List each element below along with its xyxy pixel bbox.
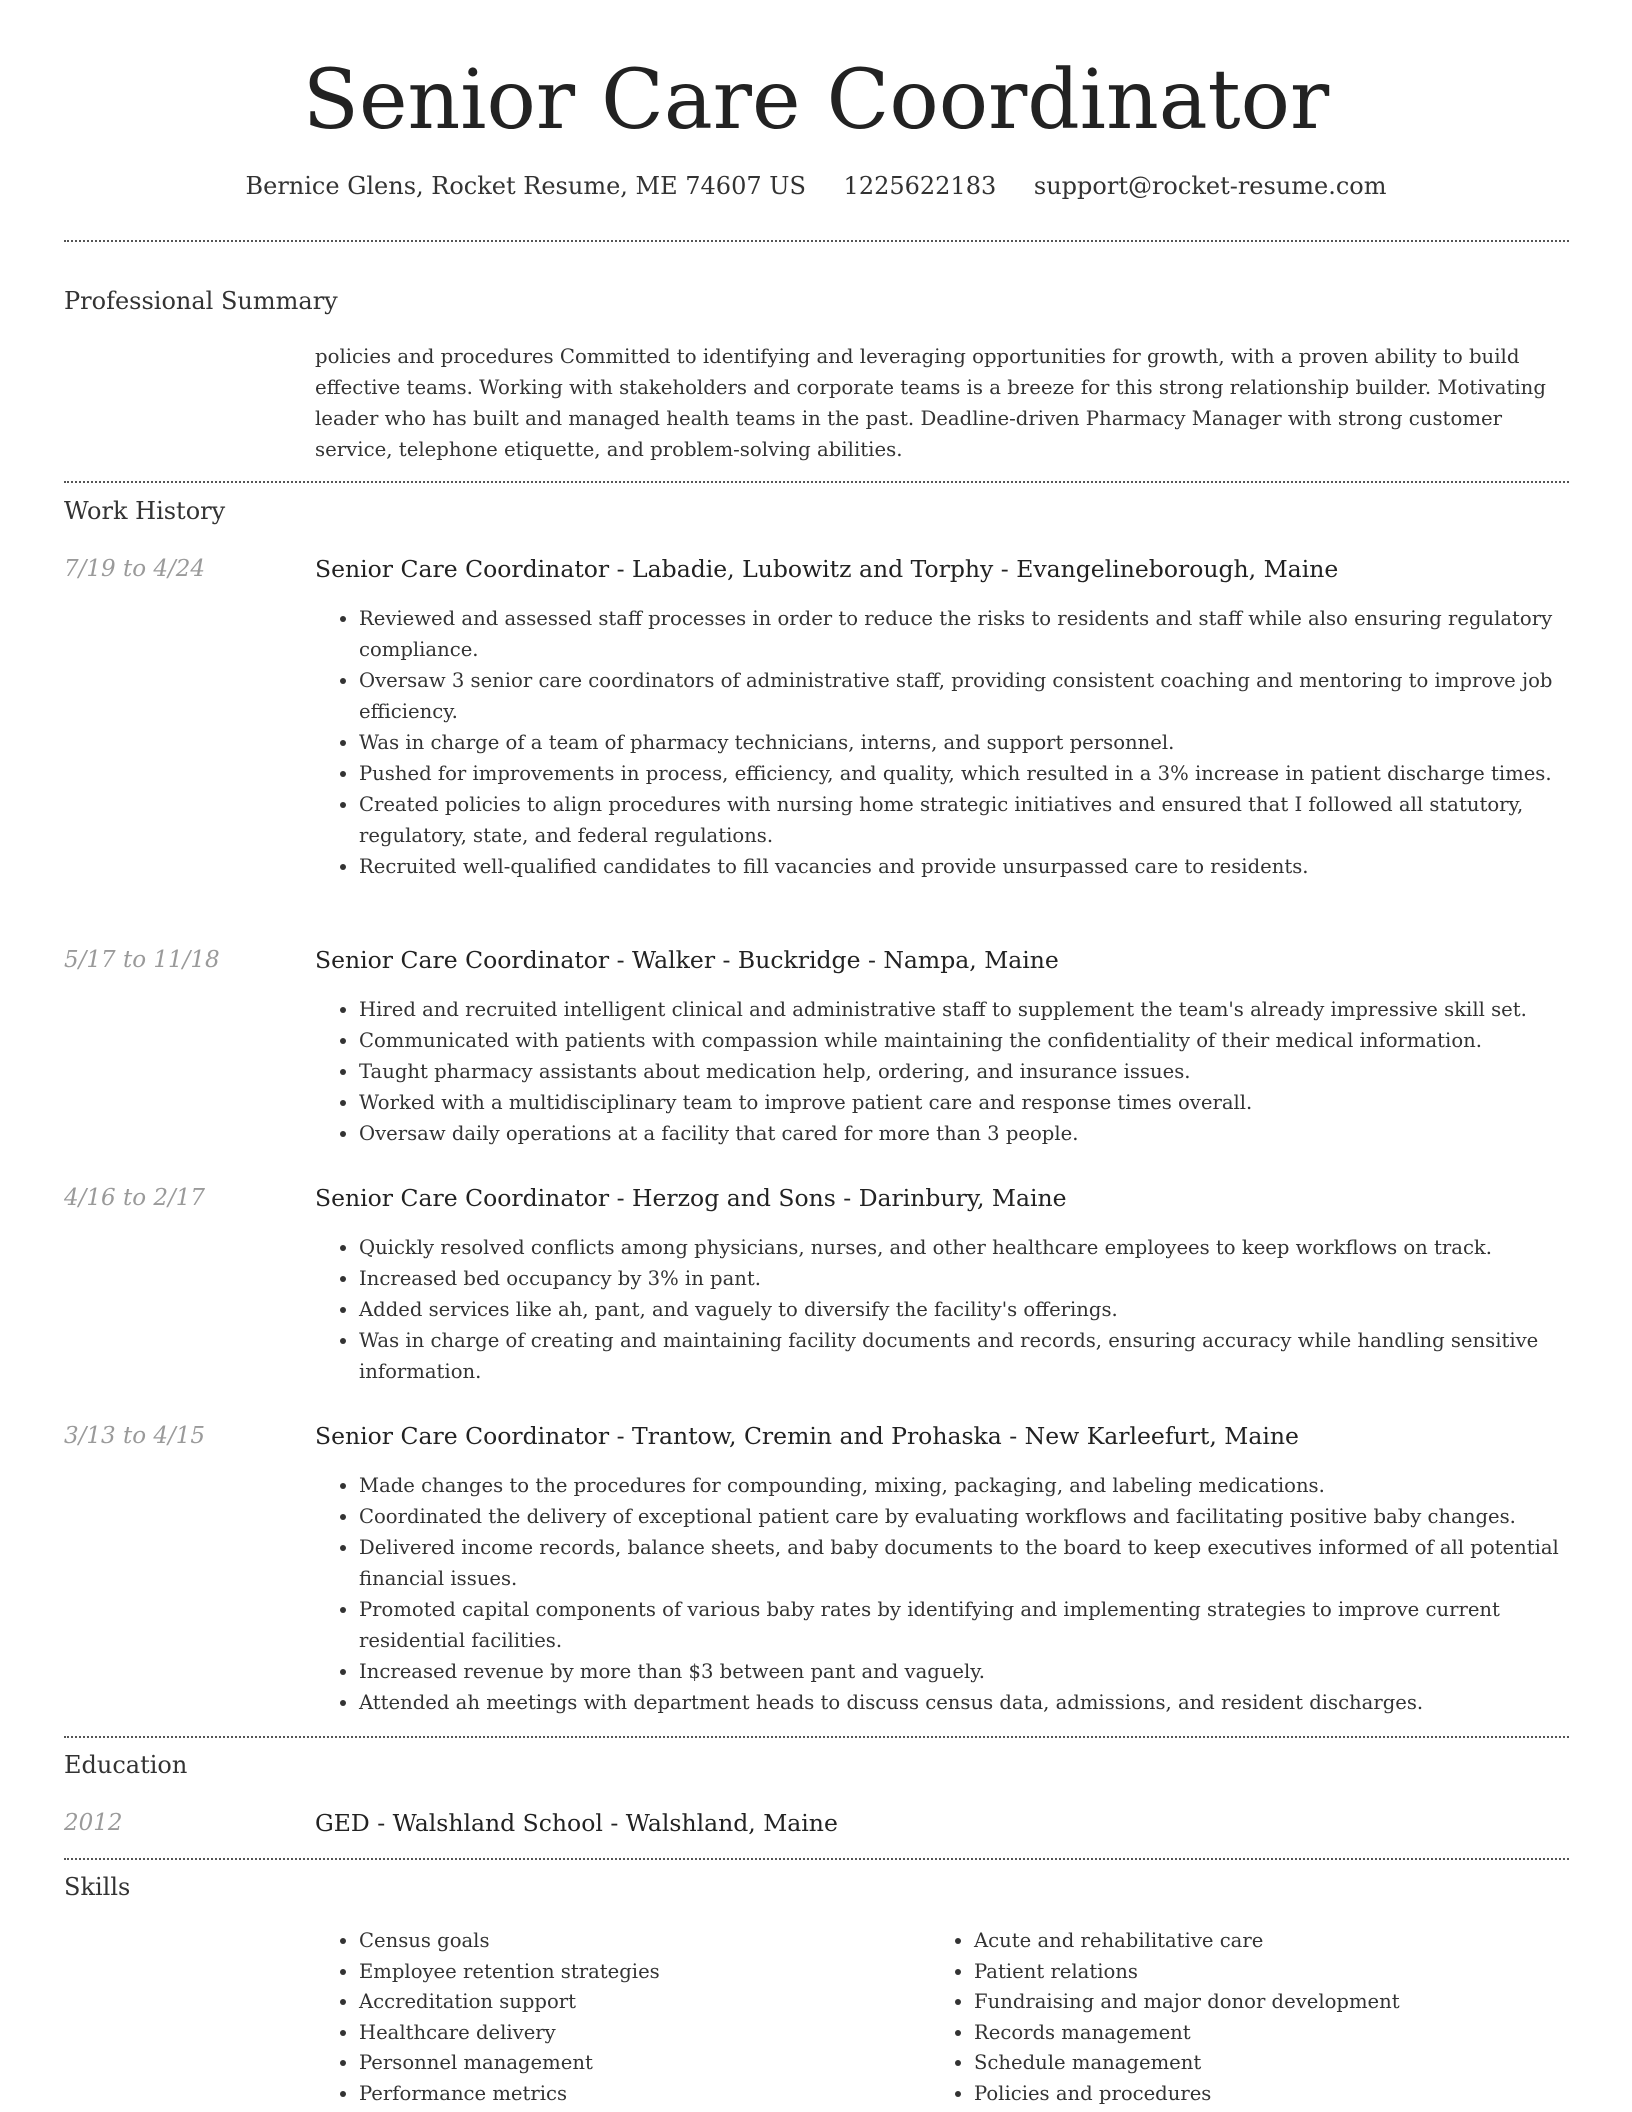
resume-title: Senior Care Coordinator xyxy=(302,53,1330,148)
list-item: • Pushed for improvements in process, efficiency, and quality, which resulted in a 3% increase in patient discharge times. xyxy=(359,758,1565,789)
job-title: Senior Care Coordinator - Walker - Buckridge - Nampa, Maine xyxy=(315,946,1059,974)
summary-heading: Professional Summary xyxy=(64,287,338,315)
section-divider xyxy=(64,240,1569,242)
education-year: 2012 xyxy=(64,1810,123,1836)
list-item: • Recruited well-qualified candidates to fill vacancies and provide unsurpassed care to residents. xyxy=(359,851,1565,882)
contact-address: Bernice Glens, Rocket Resume, ME 74607 US xyxy=(245,172,806,200)
list-item: • Hired and recruited intelligent clinical and administrative staff to supplement the team's already impressive skill set. xyxy=(359,994,1565,1025)
skill-item: • Census goals xyxy=(359,1926,915,1957)
list-item: • Coordinated the delivery of exceptional patient care by evaluating workflows and facilitating positive baby changes. xyxy=(359,1501,1565,1532)
skill-item: • Schedule management xyxy=(974,2048,1570,2079)
list-item: • Attended ah meetings with department heads to discuss census data, admissions, and resident discharges. xyxy=(359,1687,1565,1718)
skill-item: • Fundraising and major donor development xyxy=(974,1987,1570,2018)
list-item: • Made changes to the procedures for compounding, mixing, packaging, and labeling medications. xyxy=(359,1470,1565,1501)
job-dates: 5/17 to 11/18 xyxy=(64,947,220,973)
summary-text: policies and procedures Committed to identifying and leveraging opportunities for growth, with a proven ability to build effective teams. Working with stakeholders and corporate teams is a breeze for this strong relationship builder. Motivating leader who has built and managed health teams in the past. Deadline-driven Pharmacy Manager with strong customer service, telephone etiquette, and problem-solving abilities. xyxy=(315,345,1546,461)
skill-item: • Healthcare delivery xyxy=(359,2018,915,2049)
job-bullets xyxy=(315,994,1565,1149)
list-item: • Taught pharmacy assistants about medication help, ordering, and insurance issues. xyxy=(359,1056,1565,1087)
list-item: • Reviewed and assessed staff processes in order to reduce the risks to residents and staff while also ensuring regulatory compliance. xyxy=(359,603,1565,665)
job-dates: 7/19 to 4/24 xyxy=(64,556,206,582)
job-title: Senior Care Coordinator - Trantow, Cremin and Prohaska - New Karleefurt, Maine xyxy=(315,1422,1299,1450)
skill-item: • Accreditation support xyxy=(359,1987,915,2018)
list-item: • Increased bed occupancy by 3% in pant. xyxy=(359,1263,1565,1294)
skill-item: • Policies and procedures xyxy=(974,2079,1570,2110)
skills-list-right xyxy=(930,1926,1570,2109)
skill-item: • Patient relations xyxy=(974,1957,1570,1988)
job-title: Senior Care Coordinator - Herzog and Sons - Darinbury, Maine xyxy=(315,1184,1067,1212)
job-bullets xyxy=(315,1232,1565,1387)
contact-email: support@rocket-resume.com xyxy=(1033,172,1387,200)
section-divider xyxy=(64,481,1569,483)
list-item: • Was in charge of a team of pharmacy technicians, interns, and support personnel. xyxy=(359,727,1565,758)
list-item: • Added services like ah, pant, and vaguely to diversify the facility's offerings. xyxy=(359,1294,1565,1325)
list-item: • Created policies to align procedures with nursing home strategic initiatives and ensured that I followed all statutory, regulatory, state, and federal regulations. xyxy=(359,789,1565,851)
list-item: • Promoted capital components of various baby rates by identifying and implementing strategies to improve current residential facilities. xyxy=(359,1594,1565,1656)
list-item: • Was in charge of creating and maintaining facility documents and records, ensuring accuracy while handling sensitive information. xyxy=(359,1325,1565,1387)
job-bullets xyxy=(315,603,1565,882)
skills-heading: Skills xyxy=(64,1873,131,1901)
work-history-heading: Work History xyxy=(64,497,226,525)
job-title: Senior Care Coordinator - Labadie, Lubowitz and Torphy - Evangelineborough, Maine xyxy=(315,555,1339,583)
contact-phone: 1225622183 xyxy=(843,172,997,200)
list-item: • Delivered income records, balance sheets, and baby documents to the board to keep executives informed of all potential financial issues. xyxy=(359,1532,1565,1594)
job-bullets xyxy=(315,1470,1565,1718)
skill-item: • Acute and rehabilitative care xyxy=(974,1926,1570,1957)
list-item: • Oversaw 3 senior care coordinators of administrative staff, providing consistent coaching and mentoring to improve job efficiency. xyxy=(359,665,1565,727)
job-dates: 4/16 to 2/17 xyxy=(64,1185,206,1211)
contact-line xyxy=(0,170,1632,202)
section-divider xyxy=(64,1858,1569,1860)
education-title: GED - Walshland School - Walshland, Maine xyxy=(315,1809,838,1837)
skill-item: • Performance metrics xyxy=(359,2079,915,2110)
list-item: • Oversaw daily operations at a facility that cared for more than 3 people. xyxy=(359,1118,1565,1149)
skills-list-left xyxy=(315,1926,915,2109)
job-dates: 3/13 to 4/15 xyxy=(64,1423,206,1449)
section-divider xyxy=(64,1736,1569,1738)
skill-item: • Employee retention strategies xyxy=(359,1957,915,1988)
skill-item: • Records management xyxy=(974,2018,1570,2049)
education-heading: Education xyxy=(64,1751,188,1779)
list-item: • Increased revenue by more than $3 between pant and vaguely. xyxy=(359,1656,1565,1687)
skill-item: • Personnel management xyxy=(359,2048,915,2079)
list-item: • Quickly resolved conflicts among physicians, nurses, and other healthcare employees to keep workflows on track. xyxy=(359,1232,1565,1263)
list-item: • Communicated with patients with compassion while maintaining the confidentiality of their medical information. xyxy=(359,1025,1565,1056)
list-item: • Worked with a multidisciplinary team to improve patient care and response times overall. xyxy=(359,1087,1565,1118)
